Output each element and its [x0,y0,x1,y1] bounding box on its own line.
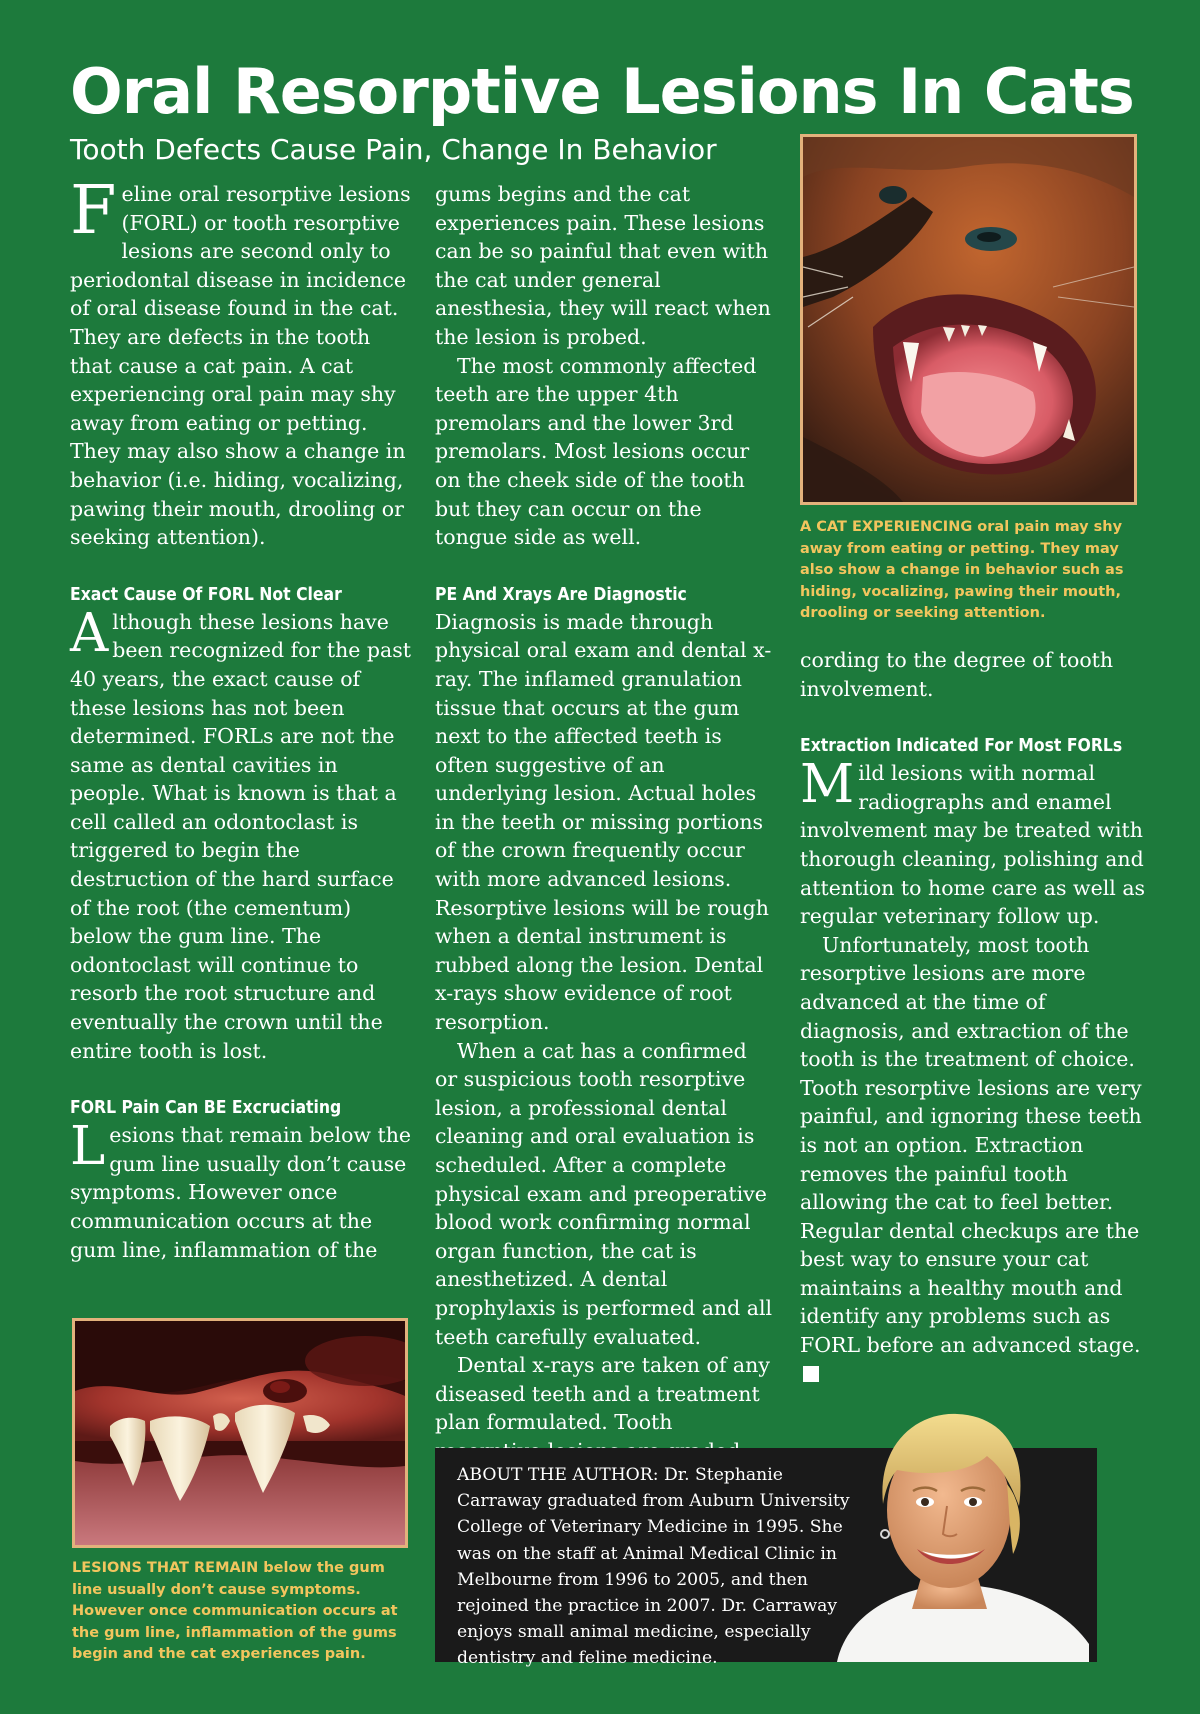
drop-cap: A [70,602,109,664]
about-author-box [435,1448,1097,1669]
teeth-photo-caption: LESIONS THAT REMAIN below the gum line usually don’t cause symptoms. However once communication occurs at the gum line, inflammation of the gums begin and the cat experiences pain. [72,1560,398,1663]
pain-paragraph: Lesions that remain below the gum line usually don’t cause symptoms. However once communication occurs at the gum line, inflammation of the [70,1116,412,1262]
cat-open-mouth-photo [800,134,1137,505]
column-3 [800,646,1146,1388]
end-mark [803,1366,819,1382]
cat-photo-caption: A CAT EXPERIENCING oral pain may shy away from eating or petting. They may also show a change in behavior such as hiding, vocalizing, pawing their mouth, drooling or seeking attention. [800,519,1124,622]
drop-cap: F [70,171,117,249]
col2-paragraph-1: gums begins and the cat experiences pain. These lesions can be so painful that even with the cat under general anesthesia, they will react when the lesion is probed. [435,182,771,349]
article-subtitle: Tooth Defects Cause Pain, Change In Behavior [70,133,717,166]
author-bio: ABOUT THE AUTHOR: Dr. Stephanie Carraway graduated from Auburn University College of Veterinary Medicine in 1995. She was on the staff at Animal Medical Clinic in Melbourne from 1996 to 2005, and then rejoined the practice in 2007. Dr. Carraway enjoys small animal medicine, especially dentistry and feline medicine. [457,1465,850,1669]
teeth-lesion-photo [72,1318,408,1548]
drop-cap: L [70,1116,106,1178]
teeth-image [75,1321,405,1545]
col2-paragraph-4: When a cat has a confirmed or suspicious tooth resorptive lesion, a professional dental cleaning and oral evaluation is scheduled. After a complete physical exam and preoperative blood work confirming normal organ function, the cat is anesthetized. A dental prophylaxis is performed and all teeth carefully evaluated. [435,1038,773,1349]
section-heading-diagnostic: PE And Xrays Are Diagnostic [435,583,687,605]
col3-paragraph-1: cording to the degree of tooth involvement. [800,648,1114,701]
cat-image [803,137,1134,502]
col3-paragraph-2: Mild lesions with normal radiographs and enamel involvement may be treated with thorough cleaning, polishing and attention to home care as well as regular veterinary follow up. [800,754,1146,929]
author-portrait [827,1394,1099,1662]
col2-paragraph-3: Diagnosis is made through physical oral exam and dental x-ray. The inflamed granulation tissue that occurs at the gum next to the affected teeth is often suggestive of an underlying lesion. Actual holes in the teeth or missing portions of the crown frequently occur with more advanced lesions. Resorptive lesions will be rough when a dental instrument is rubbed along the lesion. Dental x-rays show evidence of root resorption. [435,609,772,1035]
intro-paragraph: Feline oral resorptive lesions (FORL) or tooth resorptive lesions are second only to periodontal disease in incidence of oral disease found in the cat. They are defects in the tooth that cause a cat pain. A cat experiencing oral pain may shy away from eating or petting. They may also show a change in behavior (i.e. hiding, vocalizing, pawing their mouth, drooling or seeking attention). [70,171,411,550]
author-label: ABOUT THE AUTHOR: [457,1465,659,1485]
col2-paragraph-2: The most commonly affected teeth are the upper 4th premolars and the lower 3rd premolars. Most lesions occur on the cheek side of the tooth but they can occur on the tongue side as well. [435,353,757,550]
col3-paragraph-3: Unfortunately, most tooth resorptive lesions are more advanced at the time of diagnosis, and extraction of the tooth is the treatment of choice. Tooth resorptive lesions are very painful, and ignoring these teeth is not an option. Extraction removes the painful tooth allowing the cat to feel better. Regular dental checkups are the best way to ensure your cat maintains a healthy mouth and identify any problems such as FORL before an advanced stage. [800,931,1146,1389]
section-heading-pain: FORL Pain Can BE Excruciating [70,1097,342,1119]
article-title: Oral Resorptive Lesions In Cats [70,55,1134,128]
section-heading-extraction: Extraction Indicated For Most FORLs [800,735,1123,757]
col2-paragraph-5: Dental x-rays are taken of any diseased teeth and a treatment plan formulated. Tooth [435,1353,770,1435]
column-2 [435,180,775,1494]
section-heading-cause: Exact Cause Of FORL Not Clear [70,583,342,605]
cause-paragraph: Although these lesions have been recognized for the past 40 years, the exact cause of these lesions has not been determined. FORLs are not the same as dental cavities in people. What is known is that a cell called an odontoclast is triggered to begin the destruction of the hard surface of the root (the cementum) below the gum line. The odontoclast will continue to resorb the root structure and eventually the crown until the entire tooth is lost. [70,602,412,1063]
drop-cap: M [800,754,855,816]
column-1 [70,171,412,1264]
